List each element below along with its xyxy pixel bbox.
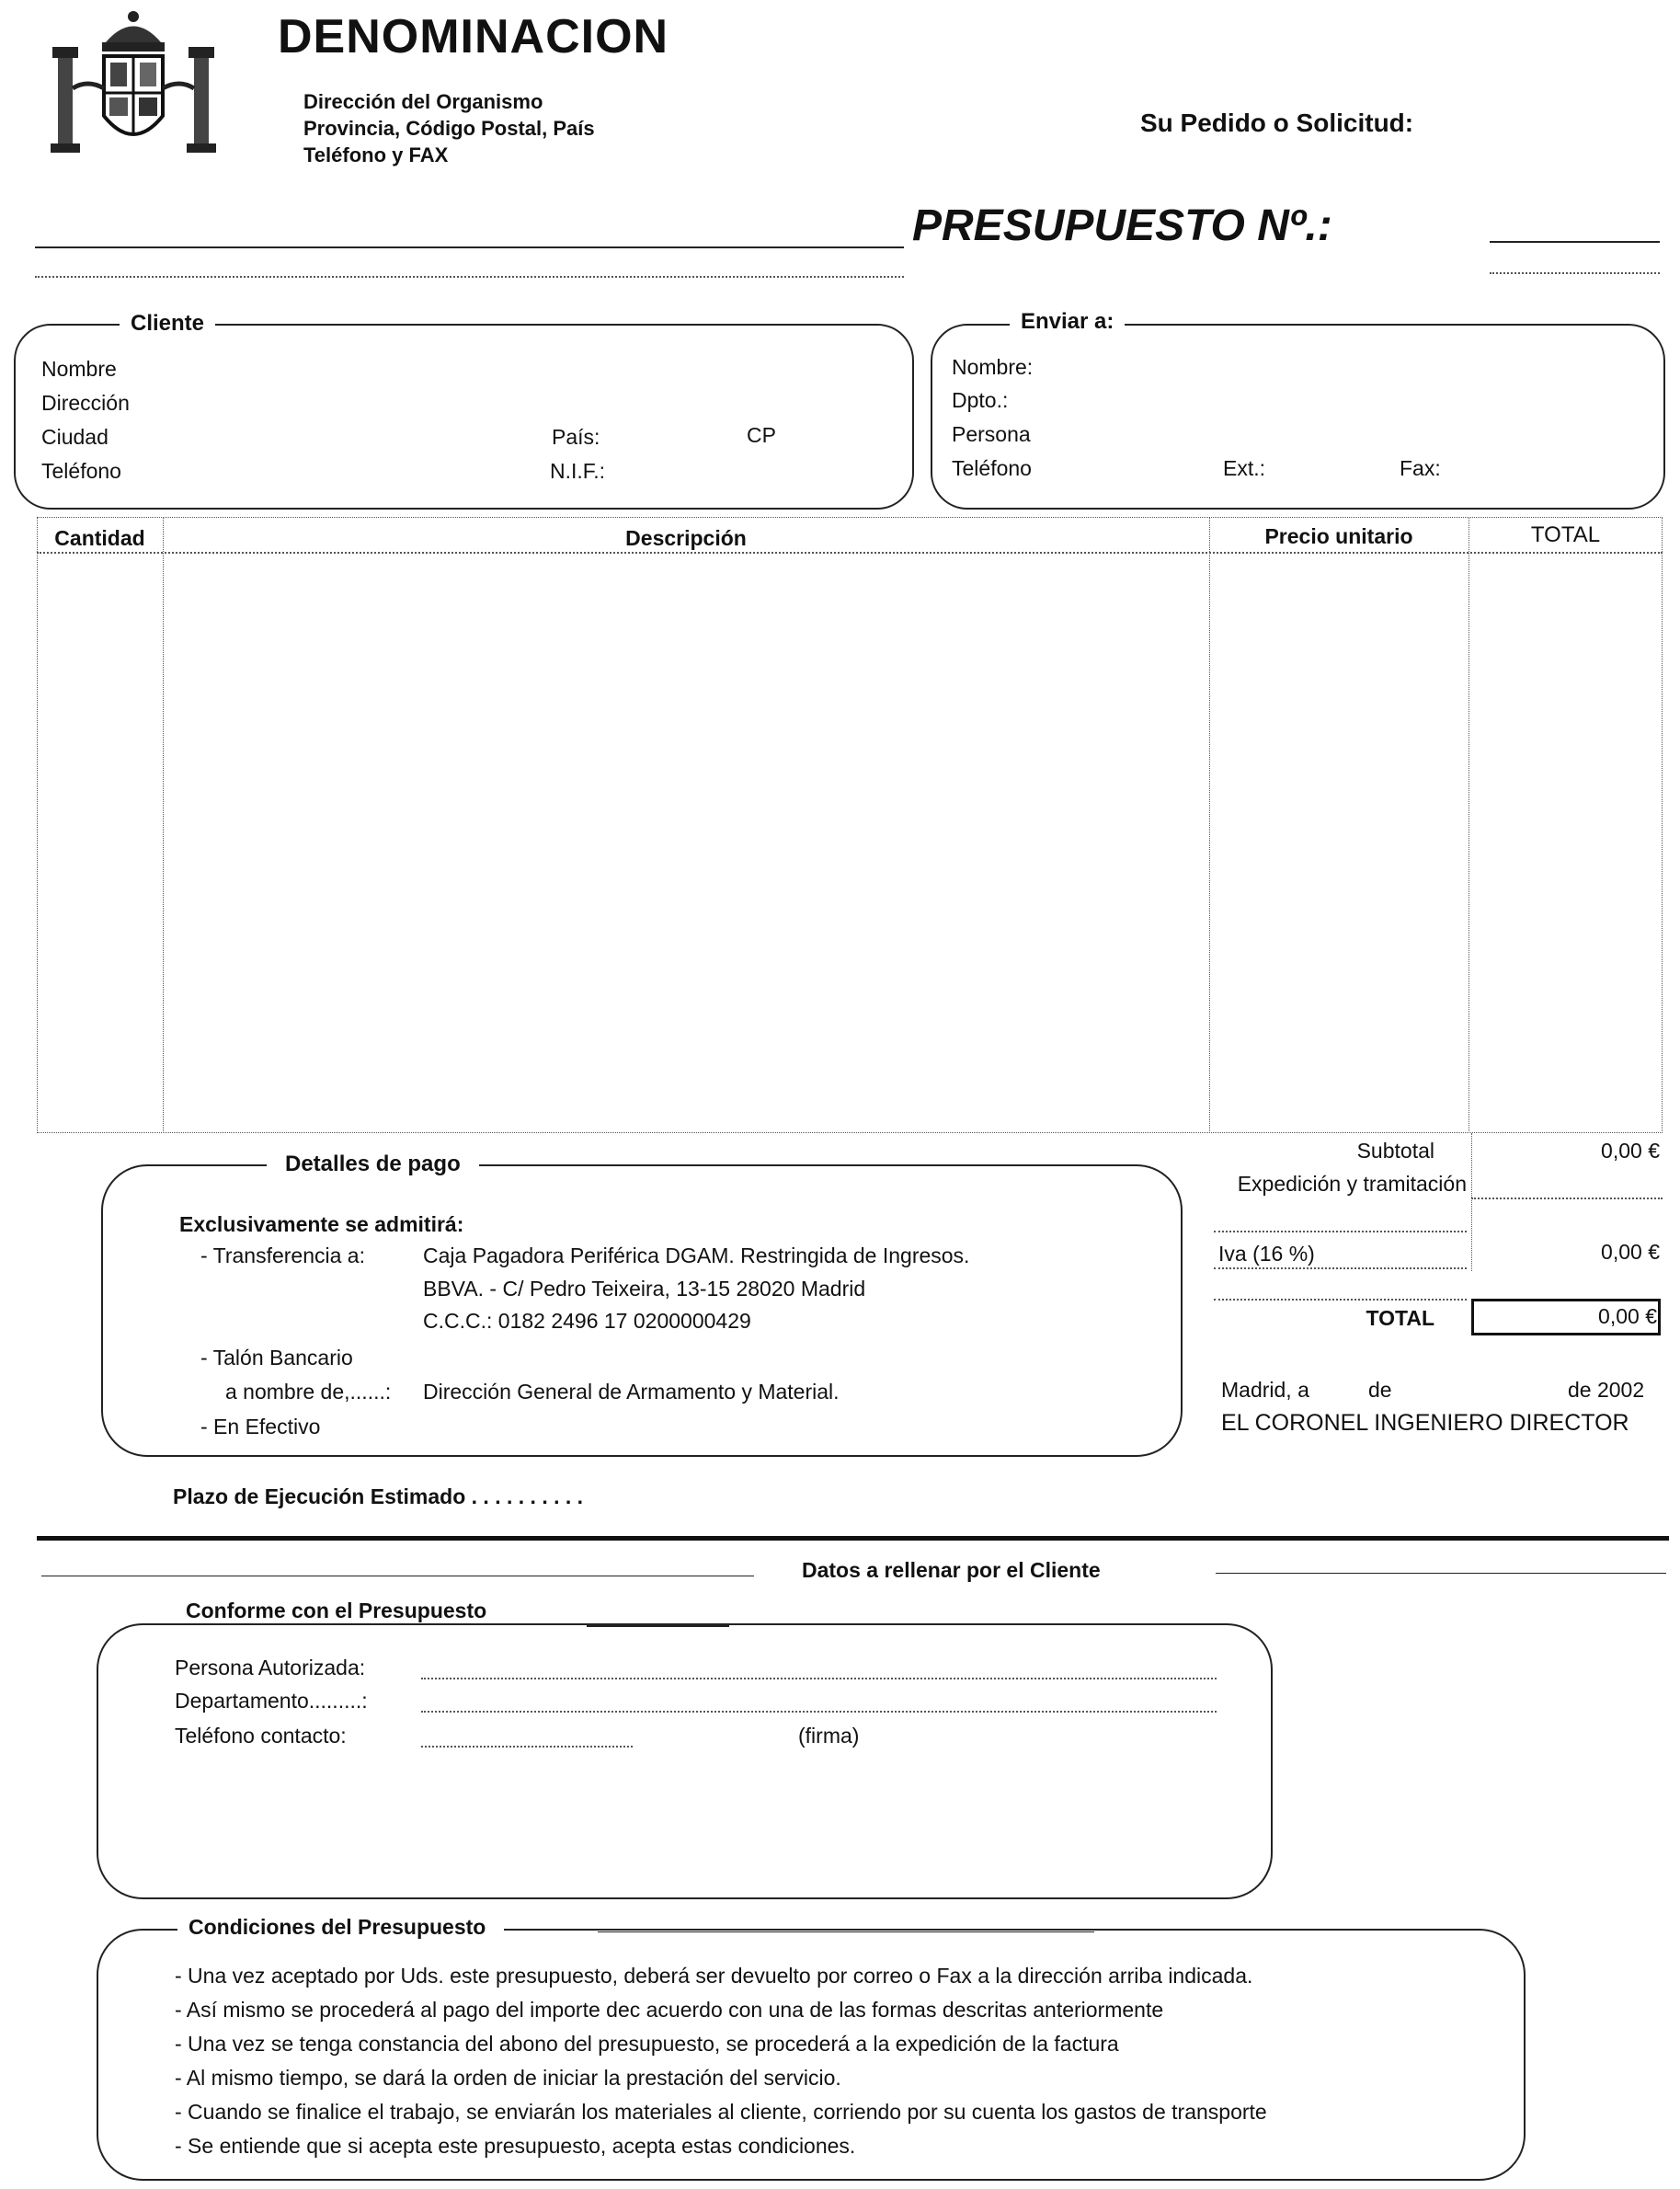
payment-legend: Detalles de pago — [267, 1152, 479, 1177]
column-header-precio: Precio unitario — [1264, 524, 1413, 548]
acceptance-firma-label: (firma) — [798, 1724, 860, 1748]
items-table — [37, 517, 1663, 1133]
iva-line-top — [1214, 1231, 1467, 1232]
payment-efectivo: - En Efectivo — [200, 1415, 321, 1438]
payment-exclusive: Exclusivamente se admitirá: — [179, 1212, 464, 1236]
acceptance-legend-line — [587, 1625, 729, 1627]
ship-phone-label: Teléfono — [952, 456, 1032, 480]
quote-number-line-left-2 — [35, 276, 904, 278]
order-label: Su Pedido o Solicitud: — [1140, 109, 1414, 137]
payment-transfer-line-1: Caja Pagadora Periférica DGAM. Restringida de Ingresos. — [423, 1243, 970, 1267]
ship-ext-label: Ext.: — [1223, 456, 1266, 480]
expedicion-label: Expedición y tramitación — [1237, 1172, 1467, 1196]
client-name-label: Nombre — [41, 357, 117, 381]
payment-nombre-de: a nombre de,......: — [225, 1380, 392, 1404]
ship-to-legend: Enviar a: — [1010, 309, 1125, 335]
address-line-1: Dirección del Organismo — [303, 90, 543, 113]
address-line-3: Teléfono y FAX — [303, 143, 449, 166]
sign-place: Madrid, a — [1221, 1378, 1309, 1402]
items-table-col-1 — [163, 517, 165, 1133]
conditions-legend-line — [598, 1931, 1094, 1932]
address-line-2: Provincia, Código Postal, País — [303, 117, 595, 140]
condition-item: - Se entiende que si acepta este presupuesto, acepta estas condiciones. — [175, 2134, 856, 2158]
total-value: 0,00 € — [1598, 1304, 1657, 1328]
payment-transfer-label: - Transferencia a: — [200, 1243, 365, 1267]
payment-transfer-line-3: C.C.C.: 0182 2496 17 0200000429 — [423, 1309, 751, 1333]
ship-name-label: Nombre: — [952, 355, 1034, 379]
conditions-list — [175, 1959, 1267, 2163]
ship-person-label: Persona — [952, 422, 1031, 446]
conditions-legend: Condiciones del Presupuesto — [177, 1915, 504, 1940]
coat-of-arms-icon — [41, 6, 225, 171]
payment-nombre-de-value: Dirección General de Armamento y Material. — [423, 1380, 840, 1404]
subtotal-label: Subtotal — [1356, 1139, 1434, 1163]
items-table-col-2 — [1209, 517, 1211, 1133]
payment-talon: - Talón Bancario — [200, 1346, 353, 1370]
sign-year: de 2002 — [1568, 1378, 1645, 1402]
acceptance-phone-label: Teléfono contacto: — [175, 1724, 347, 1748]
acceptance-person-line — [421, 1678, 1217, 1679]
sign-title: EL CORONEL INGENIERO DIRECTOR — [1221, 1410, 1629, 1436]
items-table-col-3 — [1469, 517, 1470, 1133]
acceptance-department-line — [421, 1711, 1217, 1713]
iva-label: Iva (16 %) — [1218, 1242, 1315, 1266]
acceptance-phone-line — [421, 1746, 633, 1748]
ship-fax-label: Fax: — [1400, 456, 1441, 480]
total-line-top — [1214, 1299, 1467, 1301]
datos-line-right — [1216, 1573, 1666, 1574]
client-nif-label: N.I.F.: — [550, 459, 606, 483]
total-label: TOTAL — [1366, 1306, 1434, 1330]
client-phone-label: Teléfono — [41, 459, 121, 483]
plazo-label: Plazo de Ejecución Estimado . . . . . . . . . . — [173, 1484, 584, 1508]
iva-line-bottom — [1214, 1267, 1467, 1269]
expedicion-line — [1471, 1198, 1663, 1199]
condition-item: - Así mismo se procederá al pago del importe dec acuerdo con una de las formas descritas anteriormente — [175, 1998, 1164, 2022]
quote-number-line-left — [35, 246, 904, 248]
acceptance-legend: Conforme con el Presupuesto — [175, 1599, 500, 1623]
client-legend: Cliente — [120, 311, 215, 337]
ship-dept-label: Dpto.: — [952, 388, 1009, 412]
acceptance-person-label: Persona Autorizada: — [175, 1656, 366, 1679]
condition-item: - Una vez aceptado por Uds. este presupuesto, deberá ser devuelto por correo o Fax a la dirección arriba indicada. — [175, 1964, 1253, 1988]
client-city-label: Ciudad — [41, 425, 109, 449]
acceptance-department-label: Departamento.........: — [175, 1689, 368, 1713]
sign-de: de — [1368, 1378, 1392, 1402]
quote-number-label: PRESUPUESTO Nº.: — [912, 201, 1332, 250]
iva-value: 0,00 € — [1601, 1240, 1660, 1264]
company-name: DENOMINACION — [278, 10, 669, 63]
client-address-label: Dirección — [41, 391, 130, 415]
condition-item: - Al mismo tiempo, se dará la orden de iniciar la prestación del servicio. — [175, 2066, 841, 2090]
quote-number-line-right — [1490, 241, 1660, 243]
client-cp-label: CP — [747, 423, 776, 447]
column-header-total: TOTAL — [1530, 522, 1601, 547]
condition-item: - Cuando se finalice el trabajo, se enviarán los materiales al cliente, corriendo por su cuenta los gastos de transporte — [175, 2100, 1267, 2124]
quote-number-line-right-2 — [1490, 272, 1660, 274]
condition-item: - Una vez se tenga constancia del abono del presupuesto, se procederá a la expedición de la factura — [175, 2032, 1119, 2056]
column-header-descripcion: Descripción — [625, 526, 747, 550]
datos-cliente-label: Datos a rellenar por el Cliente — [802, 1558, 1101, 1582]
client-box — [14, 324, 914, 510]
column-header-cantidad: Cantidad — [54, 526, 145, 550]
payment-transfer-line-2: BBVA. - C/ Pedro Teixeira, 13-15 28020 Madrid — [423, 1277, 866, 1301]
section-divider — [37, 1536, 1669, 1541]
client-country-label: País: — [552, 425, 600, 449]
ship-to-box — [931, 324, 1665, 510]
items-table-header-line — [37, 552, 1663, 554]
subtotal-value: 0,00 € — [1601, 1139, 1660, 1163]
